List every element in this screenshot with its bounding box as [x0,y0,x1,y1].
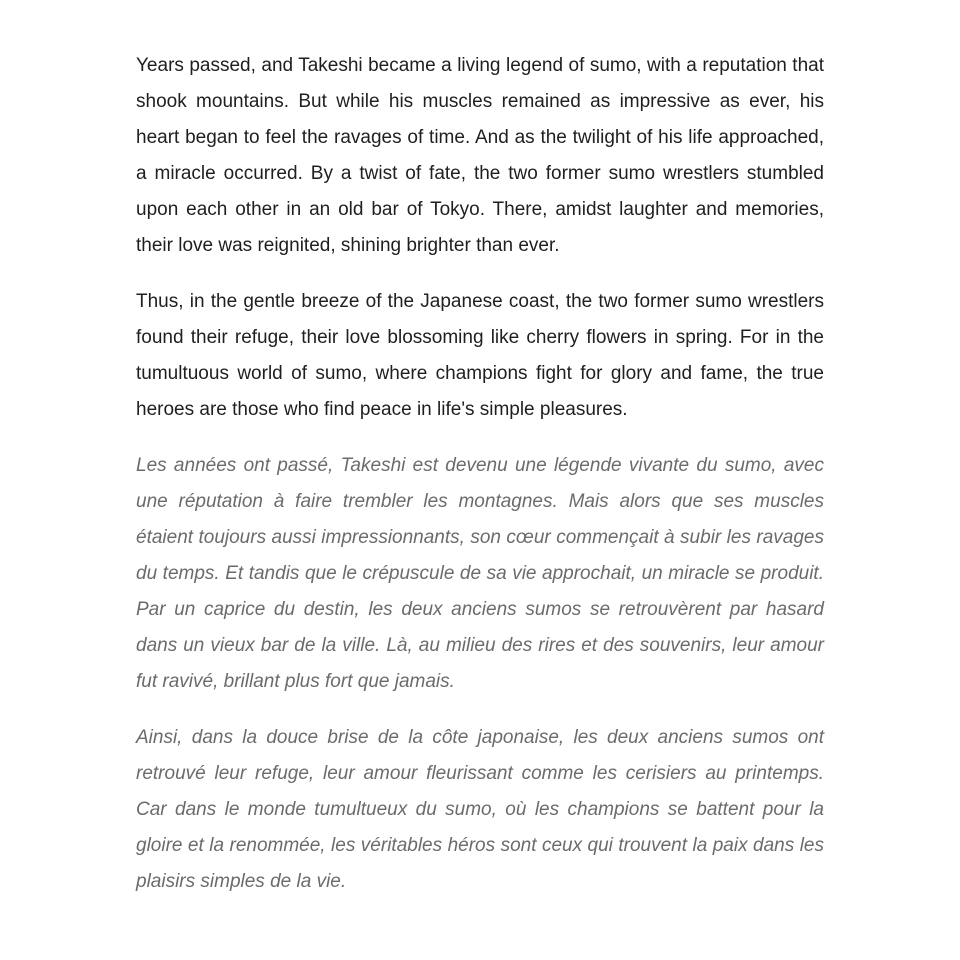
french-paragraph-1: Les années ont passé, Takeshi est devenu une légende vivante du sumo, avec une réputation à faire trembler les montagnes. Mais alors que ses muscles étaient toujours aussi impressionnants, son cœur commençait à subir les ravages du temps. Et tandis que le crépuscule de sa vie approchait, un miracle se produit. Par un caprice du destin, les deux anciens sumos se retrouvèrent par hasard dans un vieux bar de la ville. Là, au milieu des rires et des souvenirs, leur amour fut ravivé, brillant plus fort que jamais. [136,455,824,692]
french-paragraph-2: Ainsi, dans la douce brise de la côte japonaise, les deux anciens sumos ont retrouvé leur refuge, leur amour fleurissant comme les cerisiers au printemps. Car dans le monde tumultueux du sumo, où les champions se battent pour la gloire et la renommée, les véritables héros sont ceux qui trouvent la paix dans les plaisirs simples de la vie. [136,727,824,892]
english-paragraph-2: Thus, in the gentle breeze of the Japanese coast, the two former sumo wrestlers found their refuge, their love blossoming like cherry flowers in spring. For in the tumultuous world of sumo, where champions fight for glory and fame, the true heroes are those who find peace in life's simple pleasures. [136,291,824,420]
article-body [136,48,824,900]
english-paragraph-1: Years passed, and Takeshi became a living legend of sumo, with a reputation that shook mountains. But while his muscles remained as impressive as ever, his heart began to feel the ravages of time. And as the twilight of his life approached, a miracle occurred. By a twist of fate, the two former sumo wrestlers stumbled upon each other in an old bar of Tokyo. There, amidst laughter and memories, their love was reignited, shining brighter than ever. [136,55,824,256]
